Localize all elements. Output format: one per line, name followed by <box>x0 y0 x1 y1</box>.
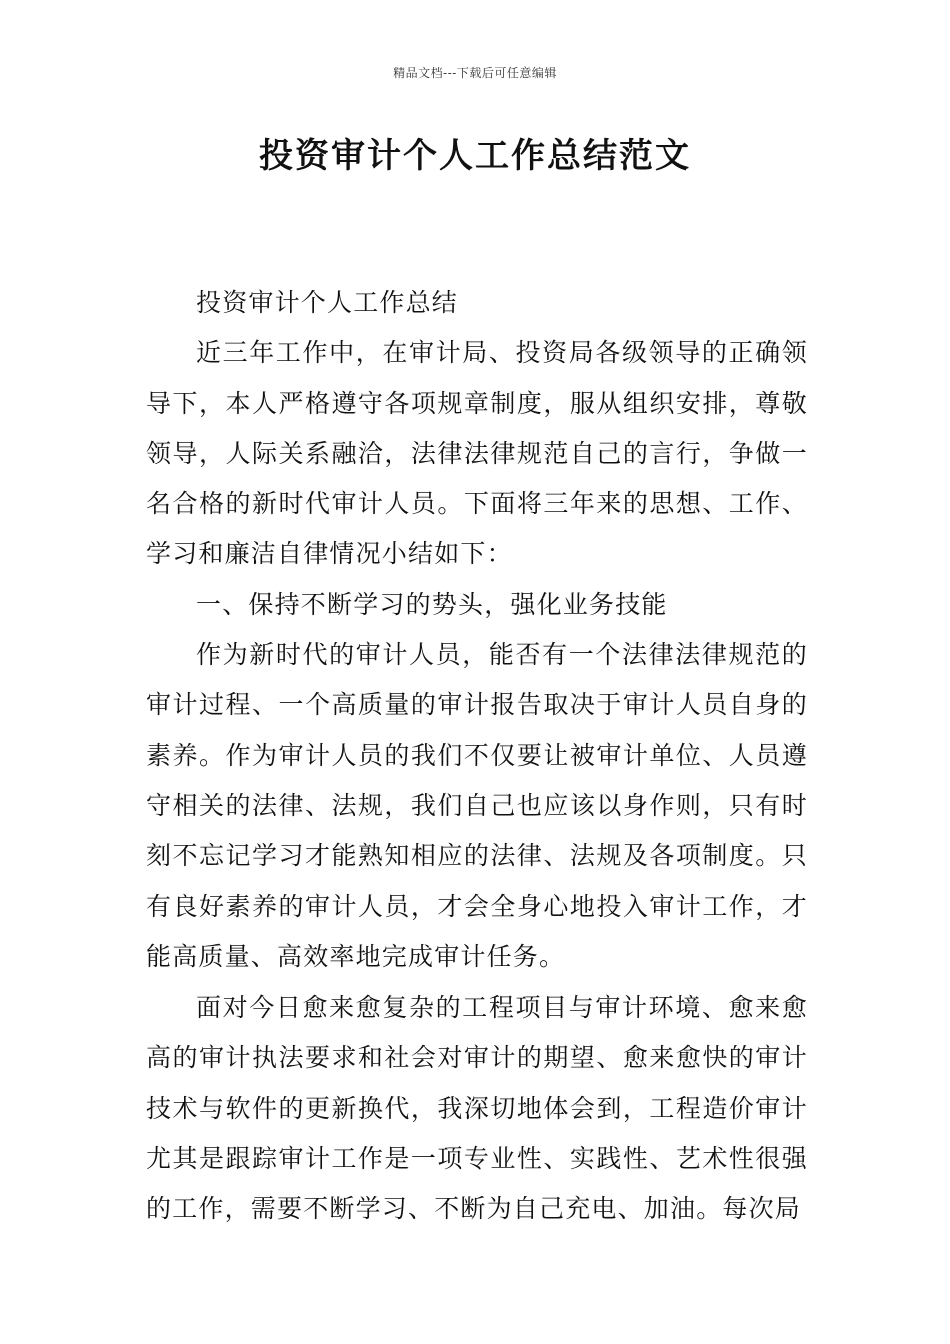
document-body <box>146 278 808 1235</box>
document-title: 投资审计个人工作总结范文 <box>259 136 691 176</box>
section-heading: 一、保持不断学习的势头，强化业务技能 <box>196 589 668 619</box>
body-paragraph: 近三年工作中，在审计局、投资局各级领导的正确领导下，本人严格遵守各项规章制度，服从组织安排，尊敬领导，人际关系融洽，法律法律规范自己的言行，争做一名合格的新时代审计人员。下面将三年来的思想、工作、学习和廉洁自律情况小结如下： <box>146 338 808 569</box>
subtitle-paragraph: 投资审计个人工作总结 <box>196 288 459 317</box>
body-paragraph: 面对今日愈来愈复杂的工程项目与审计环境、愈来愈高的审计执法要求和社会对审计的期望、愈来愈快的审计技术与软件的更新换代，我深切地体会到，工程造价审计尤其是跟踪审计工作是一项专业性、实践性、艺术性很强的工作，需要不断学习、不断为自己充电、加油。每次局 <box>146 993 808 1224</box>
header-note: 精品文档---下载后可任意编辑 <box>393 66 557 80</box>
body-paragraph: 作为新时代的审计人员，能否有一个法律法律规范的审计过程、一个高质量的审计报告取决于审计人员自身的素养。作为审计人员的我们不仅要让被审计单位、人员遵守相关的法律、法规，我们自己也应该以身作则，只有时刻不忘记学习才能熟知相应的法律、法规及各项制度。只有良好素养的审计人员，才会全身心地投入审计工作，才能高质量、高效率地完成审计任务。 <box>146 640 808 971</box>
